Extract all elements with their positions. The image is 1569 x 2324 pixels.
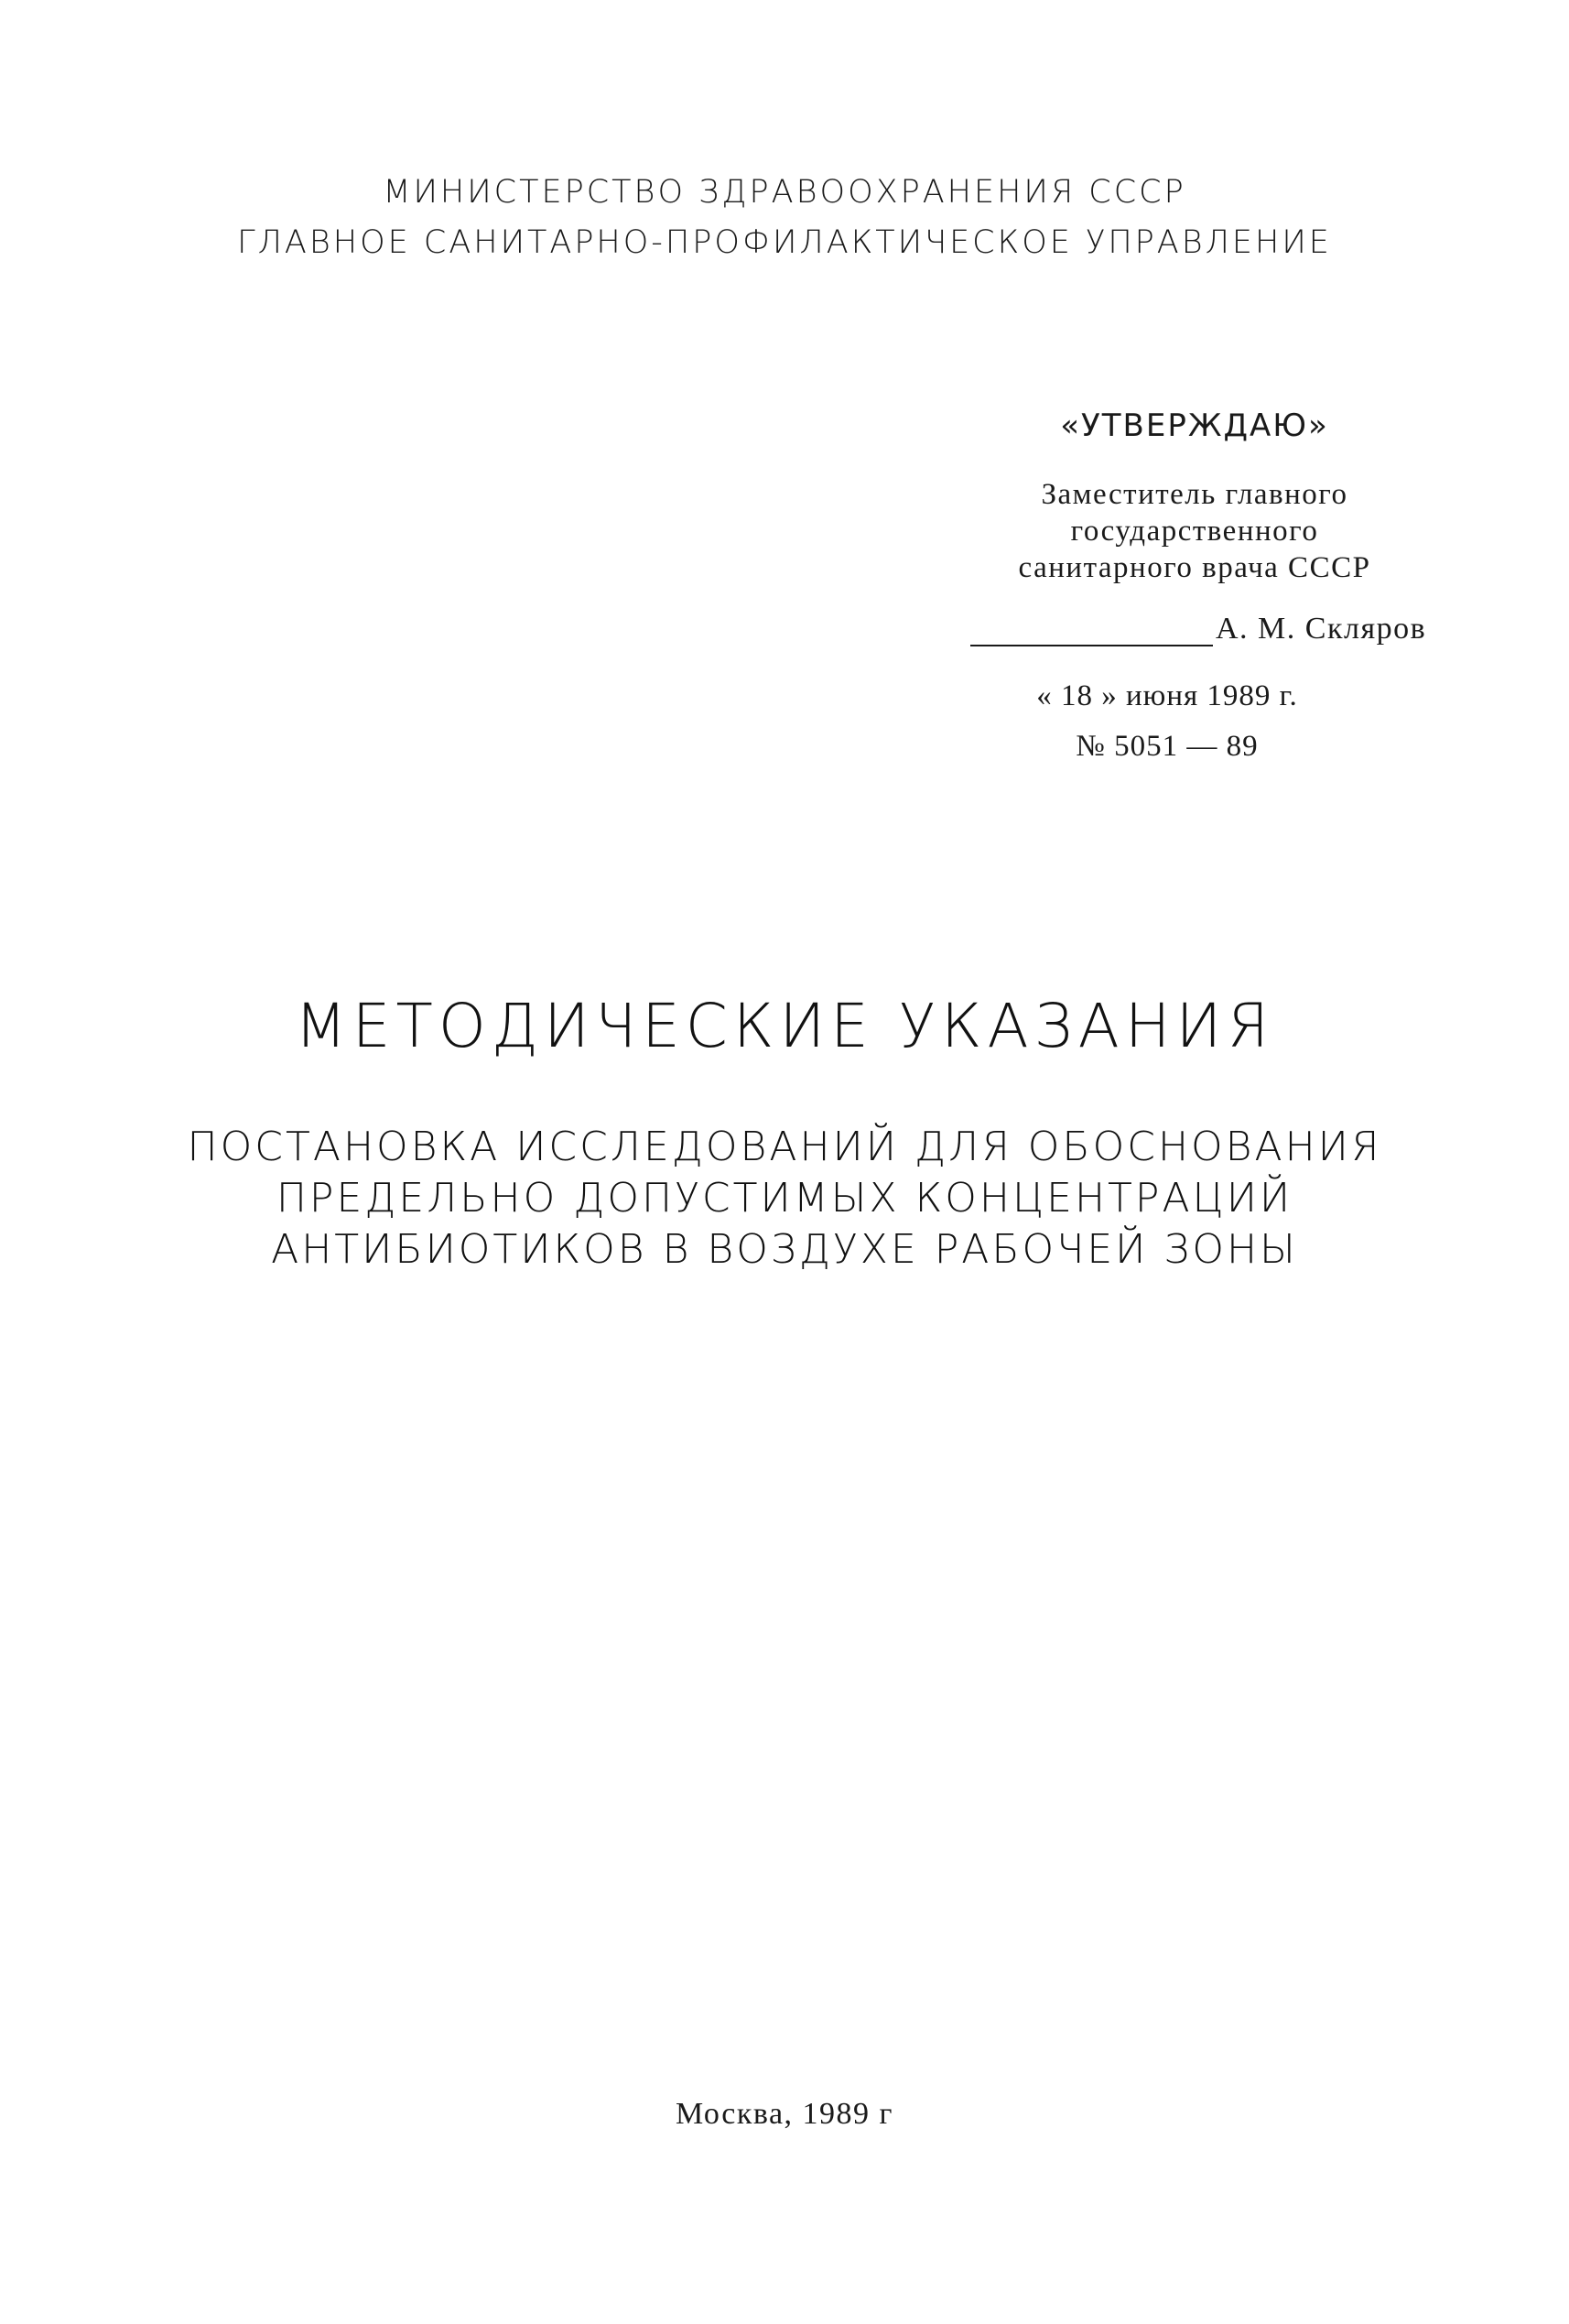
document-subtitle (0, 1122, 1569, 1276)
approval-position-line: Заместитель главного (1041, 478, 1348, 511)
approval-date: « 18 » июня 1989 г. (1036, 679, 1298, 712)
signature-line (970, 645, 1213, 646)
ministry-heading: МИНИСТЕРСТВО ЗДРАВООХРАНЕНИЯ СССР (383, 174, 1186, 211)
approval-position-line: санитарного врача СССР (1018, 551, 1371, 584)
signatory-name: А. М. Скляров (1216, 612, 1427, 646)
approval-title: «УТВЕРЖДАЮ» (1060, 407, 1329, 444)
subtitle-line: ПРЕДЕЛЬНО ДОПУСТИМЫХ КОНЦЕНТРАЦИЙ (276, 1175, 1293, 1222)
place-year: Москва, 1989 г (676, 2097, 893, 2131)
subtitle-line: АНТИБИОТИКОВ В ВОЗДУХЕ РАБОЧЕЙ ЗОНЫ (271, 1226, 1298, 1273)
approval-number: № 5051 — 89 (1076, 730, 1259, 763)
document-title: МЕТОДИЧЕСКИЕ УКАЗАНИЯ (294, 991, 1275, 1061)
directorate-heading: ГЛАВНОЕ САНИТАРНО-ПРОФИЛАКТИЧЕСКОЕ УПРАВЛЕНИЕ (237, 224, 1332, 261)
subtitle-line: ПОСТАНОВКА ИССЛЕДОВАНИЙ ДЛЯ ОБОСНОВАНИЯ (187, 1124, 1382, 1170)
signature-block (970, 612, 1446, 654)
approval-position (925, 476, 1465, 586)
approval-position-line: государственного (1070, 515, 1319, 548)
